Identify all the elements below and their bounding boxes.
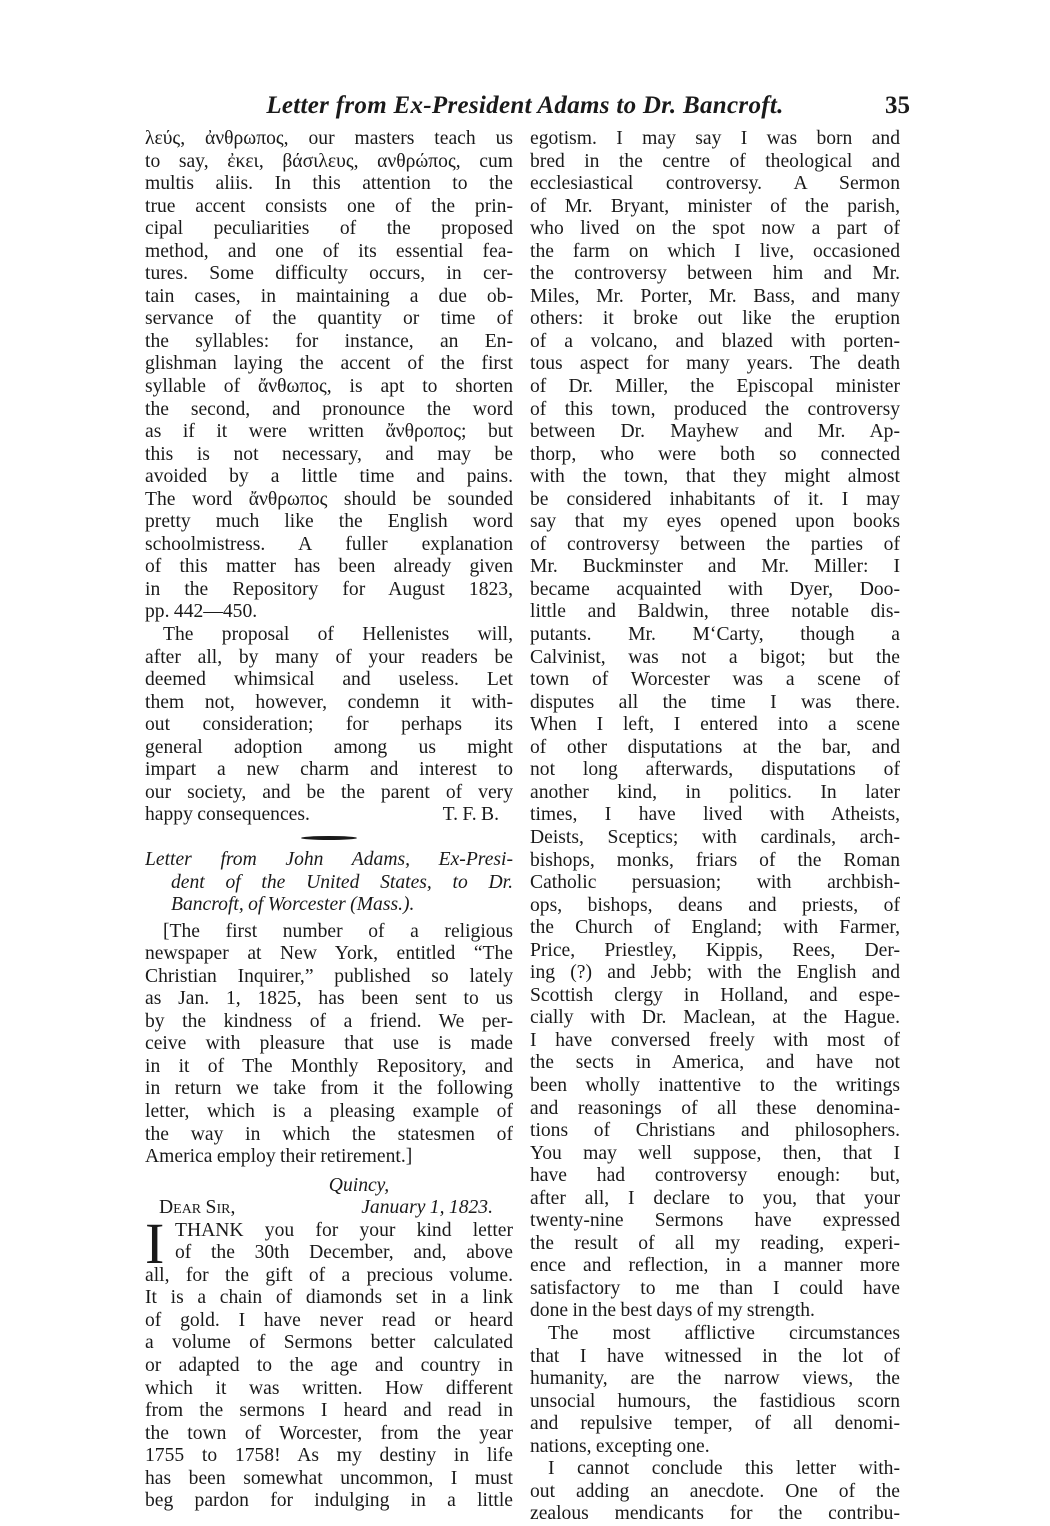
text-line: and repulsive temper, of all denomi- xyxy=(530,1413,900,1435)
text-line: from the sermons I heard and read in xyxy=(145,1400,513,1422)
text-line: The most afflictive circumstances xyxy=(548,1322,900,1344)
text-line: the Church of England; with Farmer, xyxy=(530,917,900,939)
text-line: in return we take from it the following xyxy=(145,1078,513,1100)
text-line: When I left, I entered into a scene xyxy=(530,714,900,736)
letter-date: January 1, 1823. xyxy=(361,1197,493,1219)
text-line: true accent consists one of the prin- xyxy=(145,195,513,217)
running-title: Letter from Ex-President Adams to Dr. Bancroft. xyxy=(266,92,784,119)
text-line: The word ἄνθρωπος should be sounded xyxy=(145,488,513,510)
text-line: this is not necessary, and may be xyxy=(145,443,513,465)
text-line: have had controversy enough: but, xyxy=(530,1165,900,1187)
text-line: disputes all the time I was there. xyxy=(530,691,900,713)
text-line: satisfactory to me than I could have xyxy=(530,1277,900,1299)
text-line: of other disputations at the bar, and xyxy=(530,736,900,758)
text-line: after all, I declare to you, that your xyxy=(530,1187,900,1209)
text-line: between Dr. Mayhew and Mr. Ap- xyxy=(530,421,900,443)
text-line: the way in which the statesmen of xyxy=(145,1123,513,1145)
text-line: twenty-nine Sermons have expressed xyxy=(530,1210,900,1232)
text-line: newspaper at New York, entitled “The xyxy=(145,943,513,965)
anecdote-paragraph xyxy=(530,1458,900,1526)
text-line: been wholly inattentive to the writings xyxy=(530,1074,900,1096)
letter-body xyxy=(145,1265,513,1513)
right-column xyxy=(530,128,900,1526)
salutation: Dear Sir, xyxy=(159,1197,236,1219)
text-line: which it was written. How different xyxy=(145,1377,513,1399)
text-line: cipal peculiarities of the proposed xyxy=(145,218,513,240)
text-line: of Dr. Miller, the Episcopal minister xyxy=(530,376,900,398)
text-line: of a volcano, and blazed with porten- xyxy=(530,330,900,352)
title-line: Bancroft, of Worcester (Mass.). xyxy=(171,894,415,916)
text-line: tain cases, in maintaining a due ob- xyxy=(145,285,513,307)
text-line: out consideration; for perhaps its xyxy=(145,714,513,736)
text-line: others: it broke out like the eruption xyxy=(530,308,900,330)
text-line: the farm on which I live, occasioned xyxy=(530,240,900,262)
text-line: tous aspect for many years. The death xyxy=(530,353,900,375)
title-line: Letter from John Adams, Ex-Presi- xyxy=(145,848,513,870)
text-line: humanity, are the narrow views, the xyxy=(530,1368,900,1390)
text-line: Price, Priestley, Kippis, Rees, Der- xyxy=(530,939,900,961)
left-column xyxy=(145,128,513,1513)
text-line: and reasonings of all these denomina- xyxy=(530,1097,900,1119)
text-line: λεύς, ἀνθρωπος, our masters teach us xyxy=(145,128,513,149)
text-line: syllable of ἄνθωπος, is apt to shorten xyxy=(145,376,513,398)
text-line: Catholic persuasion; with archbish- xyxy=(530,872,900,894)
afflictive-paragraph xyxy=(530,1323,900,1458)
text-line: by the kindness of a friend. We per- xyxy=(145,1010,513,1032)
text-line: glishman laying the accent of the first xyxy=(145,353,513,375)
text-line: in it of The Monthly Repository, and xyxy=(145,1055,513,1077)
text-line: The proposal of Hellenistes will, xyxy=(163,624,513,646)
text-line: egotism. I may say I was born and xyxy=(530,128,900,149)
text-line: of Mr. Bryant, minister of the parish, xyxy=(530,195,900,217)
text-line: a volume of Sermons better calculated xyxy=(145,1332,513,1354)
text-line: in the Repository for August 1823, xyxy=(145,578,513,600)
text-line: times, I have lived with Atheists, xyxy=(530,804,900,826)
text-line: tions of Christians and philosophers. xyxy=(530,1120,900,1142)
letter-place: Quincy, xyxy=(328,1174,390,1196)
text-line: all, for the gift of a precious volume. xyxy=(145,1264,513,1286)
text-line: say that my eyes opened upon books xyxy=(530,511,900,533)
signature-line xyxy=(145,804,513,827)
text-line: multis aliis. In this attention to the xyxy=(145,173,513,195)
text-line: has been somewhat uncommon, I must xyxy=(145,1467,513,1489)
text-line: Scottish clergy in Holland, and espe- xyxy=(530,984,900,1006)
text-line: Christian Inquirer,” published so lately xyxy=(145,965,513,987)
text-line: out adding an anecdote. One of the xyxy=(530,1480,900,1502)
page-number: 35 xyxy=(885,92,910,119)
text-line: You may well suppose, then, that I xyxy=(530,1142,900,1164)
text-line: another kind, in politics. In later xyxy=(530,781,900,803)
text-line: cially with Dr. Maclean, at the Hague. xyxy=(530,1007,900,1029)
text-line: method, and one of its essential fea- xyxy=(145,240,513,262)
text-line: servance of the quantity or time of xyxy=(145,308,513,330)
section-separator xyxy=(145,827,513,849)
text-line: them not, however, condemn it with- xyxy=(145,691,513,713)
text-line: It is a chain of diamonds set in a link xyxy=(145,1287,513,1309)
text-line: ecclesiastical controversy. A Sermon xyxy=(530,173,900,195)
text-line: after all, by many of your readers be xyxy=(145,646,513,668)
text-line: impart a new charm and interest to xyxy=(145,759,513,781)
text-line: became acquainted with Dyer, Doo- xyxy=(530,578,900,600)
text-line: as if it were written ἄνθροπος; but xyxy=(145,421,513,443)
text-line: unsocial humours, the fastidious scorn xyxy=(530,1390,900,1412)
text-line: 1755 to 1758! As my destiny in life xyxy=(145,1445,513,1467)
text-line: as Jan. 1, 1825, has been sent to us xyxy=(145,988,513,1010)
text-line: thorp, who were both so connected xyxy=(530,443,900,465)
letter-title xyxy=(145,849,513,917)
author-signature: T. F. B. xyxy=(442,804,499,826)
text-line: not long afterwards, disputations of xyxy=(530,759,900,781)
text-line: zealous mendicants for the contribu- xyxy=(530,1503,900,1525)
text-line: little and Baldwin, three notable dis- xyxy=(530,601,900,623)
text-line: schoolmistress. A fuller explanation xyxy=(145,533,513,555)
text-line: [The first number of a religious xyxy=(163,920,513,942)
text-line: putants. Mr. M‘Carty, though a xyxy=(530,624,900,646)
text-line: done in the best days of my strength. xyxy=(530,1300,815,1322)
salutation-line xyxy=(145,1197,513,1220)
text-line: who lived on the spot now a part of xyxy=(530,218,900,240)
text-line: bishops, monks, friars of the Roman xyxy=(530,849,900,871)
text-line: letter, which is a pleasing example of xyxy=(145,1100,513,1122)
greek-accent-paragraph xyxy=(145,128,513,624)
text-line: Mr. Buckminster and Mr. Miller: I xyxy=(530,556,900,578)
text-line: Deists, Sceptics; with cardinals, arch- xyxy=(530,826,900,848)
egotism-paragraph xyxy=(530,128,900,1323)
text-line: general adoption among us might xyxy=(145,736,513,758)
text-line: ops, bishops, deans and priests, of xyxy=(530,894,900,916)
text-line: town of Worcester was a scene of xyxy=(530,669,900,691)
separator-rule xyxy=(301,836,357,840)
text-line: of gold. I have never read or heard xyxy=(145,1309,513,1331)
text-line: the controversy between him and Mr. xyxy=(530,263,900,285)
title-line: dent of the United States, to Dr. xyxy=(171,871,513,893)
text-line: that I have witnessed in the lot of xyxy=(530,1345,900,1367)
text-line: the sects in America, and have not xyxy=(530,1052,900,1074)
text-line: beg pardon for indulging in a little xyxy=(145,1490,513,1512)
text-line: pretty much like the English word xyxy=(145,511,513,533)
text-line: of this town, produced the controversy xyxy=(530,398,900,420)
text-line: bred in the centre of theological and xyxy=(530,150,900,172)
hellenistes-paragraph xyxy=(145,624,513,827)
text-line: the town of Worcester, from the year xyxy=(145,1422,513,1444)
text-line: happy consequences. xyxy=(145,804,310,826)
text-line: ence and reflection, in a manner more xyxy=(530,1255,900,1277)
editor-note xyxy=(145,921,513,1169)
text-line: the result of all my reading, experi- xyxy=(530,1232,900,1254)
text-line: I cannot conclude this letter with- xyxy=(548,1458,900,1480)
text-line: our society, and be the parent of very xyxy=(145,781,513,803)
text-line: I have conversed freely with most of xyxy=(530,1029,900,1051)
text-line: with the town, that they might almost xyxy=(530,466,900,488)
text-line: ceive with pleasure that use is made xyxy=(145,1033,513,1055)
text-line: avoided by a little time and pains. xyxy=(145,466,513,488)
text-line: of this matter has been already given xyxy=(145,556,513,578)
text-line: nations, excepting one. xyxy=(530,1435,710,1457)
text-line: be considered inhabitants of it. I may xyxy=(530,488,900,510)
text-line: the syllables: for instance, an En- xyxy=(145,330,513,352)
text-line: ing (?) and Jebb; with the English and xyxy=(530,962,900,984)
text-line: THANK you for your kind letter xyxy=(175,1219,513,1241)
text-line: of the 30th December, and, above xyxy=(175,1242,513,1264)
text-line: Calvinist, was not a bigot; but the xyxy=(530,646,900,668)
text-line: tures. Some difficulty occurs, in cer- xyxy=(145,263,513,285)
text-line: America employ their retirement.] xyxy=(145,1146,413,1168)
text-line: deemed whimsical and useless. Let xyxy=(145,669,513,691)
text-line: Miles, Mr. Porter, Mr. Bass, and many xyxy=(530,285,900,307)
text-line: to say, ἐκει, βάσιλευς, ανθρώπος, cum xyxy=(145,150,513,172)
text-line: the second, and pronounce the word xyxy=(145,398,513,420)
running-head xyxy=(140,92,910,126)
text-line: pp. 442—450. xyxy=(145,601,258,623)
drop-cap: I xyxy=(145,1210,165,1276)
text-line: or adapted to the age and country in xyxy=(145,1354,513,1376)
text-line: of controversy between the parties of xyxy=(530,533,900,555)
